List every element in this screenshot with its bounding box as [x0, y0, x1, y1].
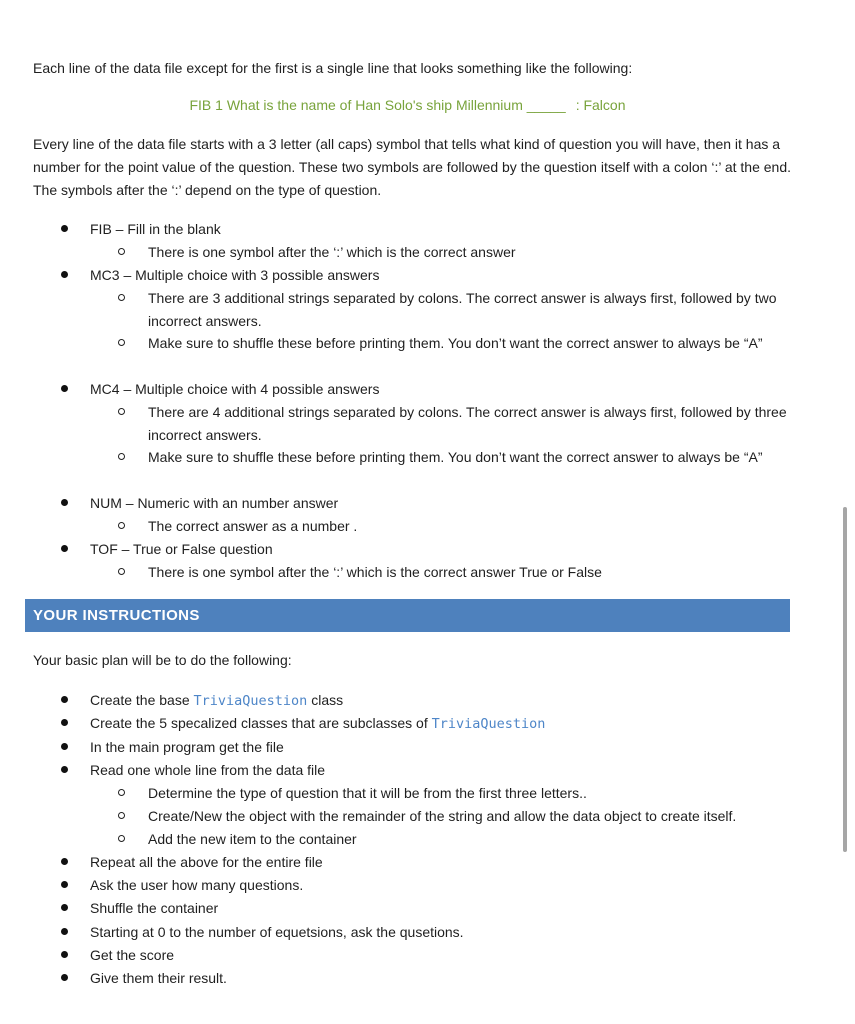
sub-bullet-icon: [118, 789, 125, 796]
sub-bullet-icon: [118, 294, 125, 301]
type-tof-detail: There is one symbol after the ‘:’ which is the correct answer True or False: [148, 564, 602, 580]
step-create-base-class: [90, 689, 343, 712]
bullet-icon: [61, 385, 68, 392]
type-fib-detail: There is one symbol after the ‘:’ which is the correct answer: [148, 244, 516, 260]
example-question: FIB 1 What is the name of Han Solo's ship Millennium _____: [189, 97, 566, 113]
bullet-icon: [61, 766, 68, 773]
bullet-icon: [61, 545, 68, 552]
section-heading-banner: YOUR INSTRUCTIONS: [25, 599, 790, 632]
sub-bullet-icon: [118, 568, 125, 575]
type-mc3-detail-1: There are 3 additional strings separated by colons. The correct answer is always first, followed by two incorrect answers.: [148, 290, 777, 329]
type-mc4-detail-1: There are 4 additional strings separated by colons. The correct answer is always first, followed by three incorrect answers.: [148, 404, 787, 443]
bullet-icon: [61, 696, 68, 703]
type-mc3-label: MC3 – Multiple choice with 3 possible answers: [90, 267, 380, 283]
type-mc4-detail-2: Make sure to shuffle these before printing them. You don’t want the correct answer to always be “A”: [148, 449, 763, 465]
example-answer: : Falcon: [575, 97, 626, 113]
bullet-icon: [61, 928, 68, 935]
type-mc4-label: MC4 – Multiple choice with 4 possible answers: [90, 381, 380, 397]
step-add-to-container: Add the new item to the container: [148, 831, 357, 847]
description-paragraph: Every line of the data file starts with a 3 letter (all caps) symbol that tells what kind of question you will have, then it has a number for the point value of the question. These two symbols are followed by the question itself with a colon ‘:’ at the end. The symbols after the ‘:’ depend on the type of question.: [33, 136, 791, 198]
step-shuffle: Shuffle the container: [90, 900, 219, 916]
step-read-line: Read one whole line from the data file: [90, 762, 326, 778]
bullet-icon: [61, 951, 68, 958]
step-ask-questions: Starting at 0 to the number of equetsions, ask the qusetions.: [90, 924, 464, 940]
bullet-icon: [61, 271, 68, 278]
bullet-icon: [61, 904, 68, 911]
step-determine-type: Determine the type of question that it will be from the first three letters..: [148, 785, 587, 801]
sub-bullet-icon: [118, 522, 125, 529]
code-class-name: TriviaQuestion: [193, 693, 308, 709]
sub-bullet-icon: [118, 408, 125, 415]
sub-bullet-icon: [118, 812, 125, 819]
type-tof-label: TOF – True or False question: [90, 541, 273, 557]
code-class-name: TriviaQuestion: [431, 716, 546, 732]
sub-bullet-icon: [118, 835, 125, 842]
step-text: class: [307, 692, 344, 708]
bullet-icon: [61, 858, 68, 865]
type-fib-label: FIB – Fill in the blank: [90, 221, 221, 237]
bullet-icon: [61, 225, 68, 232]
vertical-scrollbar[interactable]: [843, 507, 847, 852]
step-ask-count: Ask the user how many questions.: [90, 877, 304, 893]
sub-bullet-icon: [118, 248, 125, 255]
step-give-result: Give them their result.: [90, 970, 227, 986]
type-num-label: NUM – Numeric with an number answer: [90, 495, 339, 511]
step-text: Create the base: [90, 692, 194, 708]
type-num-detail: The correct answer as a number .: [148, 518, 358, 534]
step-create-subclasses: [90, 712, 545, 735]
bullet-icon: [61, 974, 68, 981]
bullet-icon: [61, 881, 68, 888]
step-create-object: Create/New the object with the remainder of the string and allow the data object to create itself.: [148, 808, 737, 824]
step-get-file: In the main program get the file: [90, 739, 284, 755]
sub-bullet-icon: [118, 339, 125, 346]
sub-bullet-icon: [118, 453, 125, 460]
example-line: [0, 94, 815, 117]
bullet-icon: [61, 719, 68, 726]
type-mc3-detail-2: Make sure to shuffle these before printing them. You don’t want the correct answer to always be “A”: [148, 335, 763, 351]
plan-intro: Your basic plan will be to do the following:: [33, 652, 292, 668]
bullet-icon: [61, 499, 68, 506]
step-repeat: Repeat all the above for the entire file: [90, 854, 323, 870]
bullet-icon: [61, 743, 68, 750]
step-text: Create the 5 specalized classes that are subclasses of: [90, 715, 432, 731]
intro-paragraph: Each line of the data file except for the first is a single line that looks something like the following:: [33, 60, 633, 76]
step-get-score: Get the score: [90, 947, 175, 963]
